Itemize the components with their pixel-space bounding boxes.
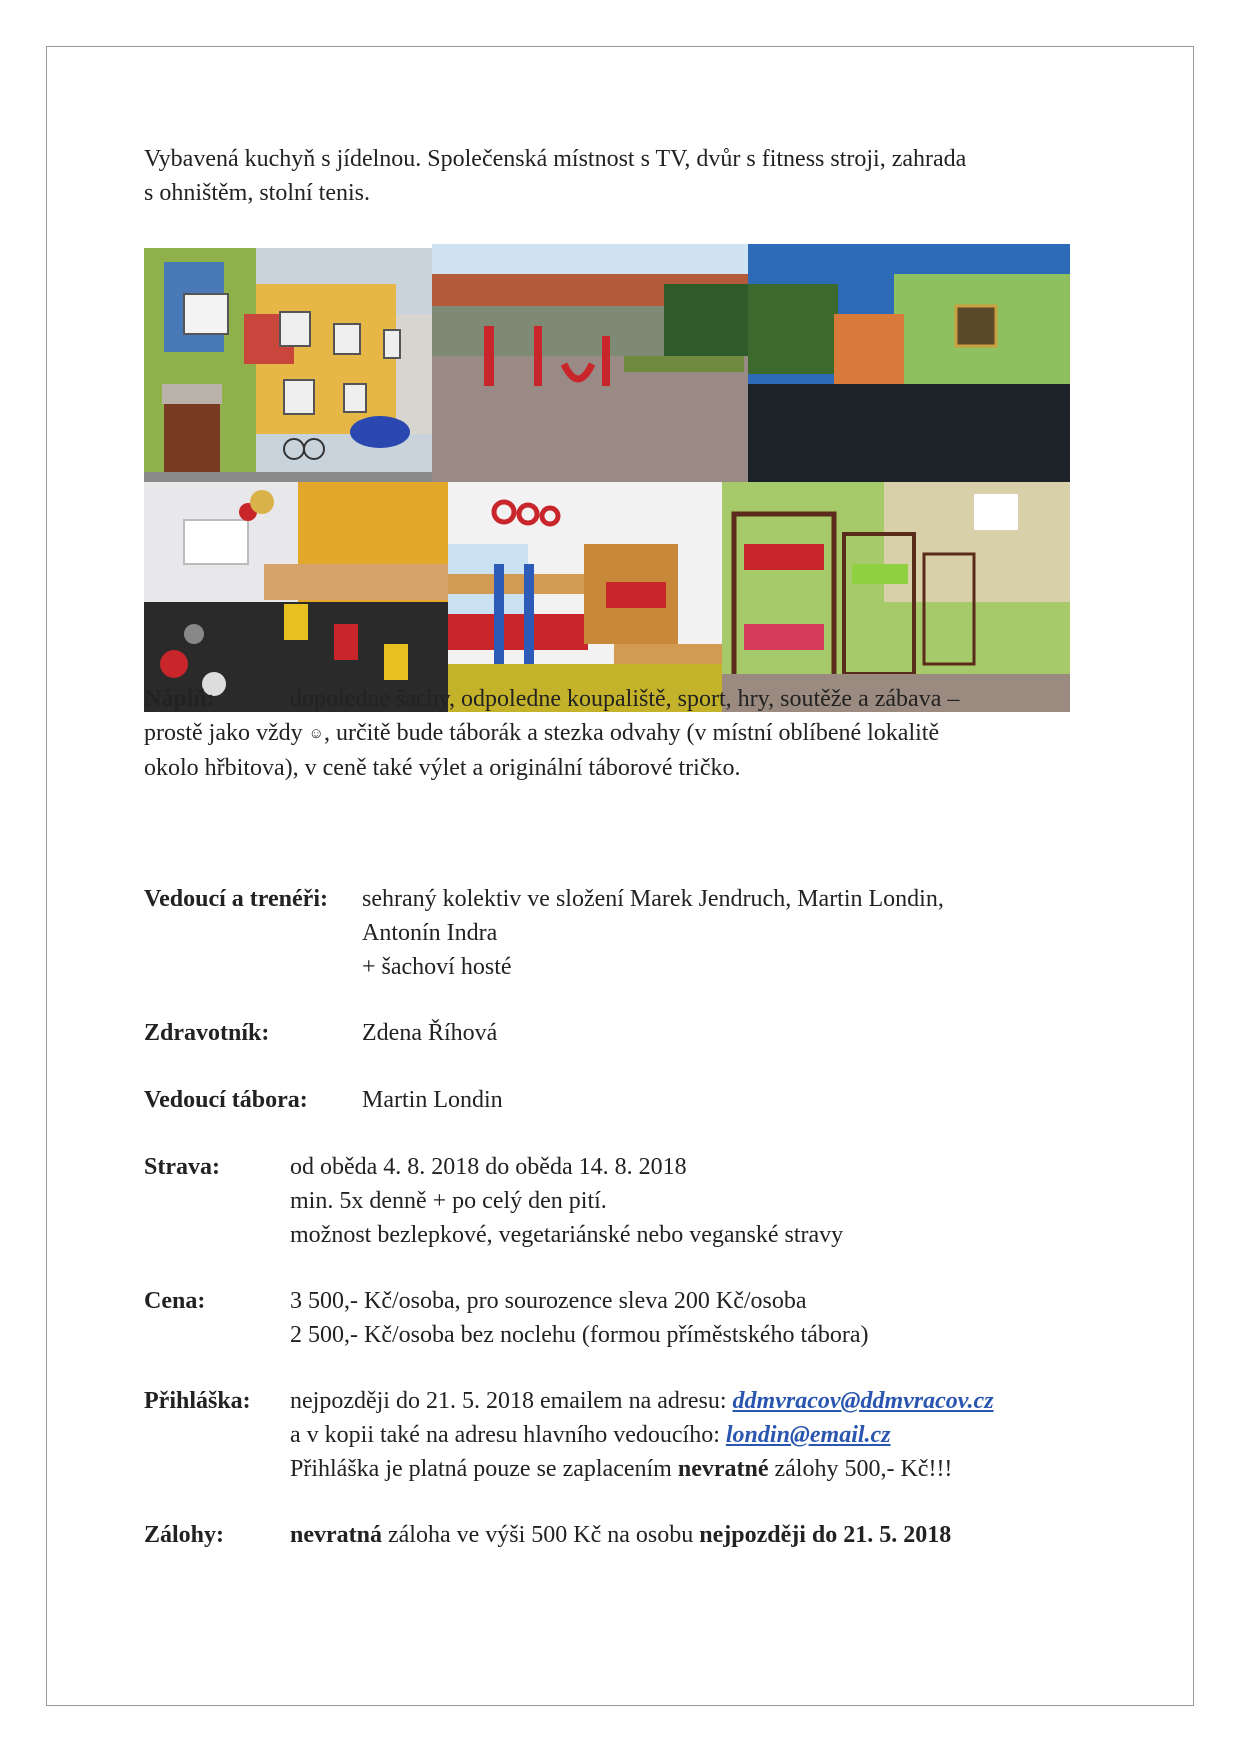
strava-value [290,1150,843,1252]
cena-line-1: 3 500,- Kč/osoba, pro sourozence sleva 200 Kč/osoba [290,1288,807,1314]
zalohy-nevratna: nevratná [290,1522,382,1548]
strava-line-3: možnost bezlepkové, vegetariánské nebo veganské stravy [290,1222,844,1248]
label-zdravotnik: Zdravotník: [144,1020,270,1046]
photo-building [144,248,432,482]
strava-line-2: min. 5x denně + po celý den pití. [290,1188,607,1214]
intro-line-1: Vybavená kuchyň s jídelnou. Společenská místnost s TV, dvůr s fitness stroji, zahrada [144,146,967,172]
zalohy-line [290,1518,951,1552]
prihlaska-line-3b: zálohy 500,- Kč!!! [768,1456,953,1482]
smiley-icon: ☺ [308,726,324,742]
zalohy-value [290,1518,951,1552]
zdravotnik-value: Zdena Říhová [362,1020,498,1046]
naplne-line-2 [144,716,1104,751]
prihlaska-line-1 [290,1384,994,1418]
label-zalohy: Zálohy: [144,1522,225,1548]
label-naplne: Náplň: [144,686,215,712]
label-cena: Cena: [144,1288,206,1314]
vedouci-line-3: + šachoví hosté [362,954,512,980]
vedouci-line-2: Antonín Indra [362,920,498,946]
prihlaska-nevratne: nevratné [677,1456,769,1482]
photo-fitness-yard [432,244,748,482]
prihlaska-line-2 [290,1418,994,1452]
zalohy-text: záloha ve výši 500 Kč na osobu [382,1522,700,1548]
vedouci-value [362,882,944,984]
cena-line-2: 2 500,- Kč/osoba bez noclehu (formou příměstského tábora) [290,1322,869,1348]
photo-green-building [748,244,1070,482]
label-prihlaska: Přihláška: [144,1388,251,1414]
photo-bunk-room-blue [448,482,722,712]
photo-gallery [144,244,1070,712]
photo-common-room [144,482,448,712]
intro-line-2: s ohništěm, stolní tenis. [144,180,371,206]
naplne-line-2a: prostě jako vždy [144,720,303,746]
naplne-line-2b: , určitě bude táborák a stezka odvahy (v místní oblíbené lokalitě [323,720,940,746]
email-link-ddm[interactable]: ddmvracov@ddmvracov.cz [732,1388,994,1414]
label-vedouci: Vedoucí a trenéři: [144,886,328,912]
prihlaska-line-3a: Přihláška je platná pouze se zaplacením [290,1456,678,1482]
naplne-line-1: dopoledne šachy, odpoledne koupaliště, sport, hry, soutěže a zábava – [290,686,960,712]
email-link-londin[interactable]: londin@email.cz [725,1422,891,1448]
label-strava: Strava: [144,1154,220,1180]
prihlaska-line-2-text: a v kopii také na adresu hlavního vedoucího: [290,1422,726,1448]
vedouci-line-1: sehraný kolektiv ve složení Marek Jendruch, Martin Londin, [362,886,944,912]
prihlaska-value [290,1384,994,1486]
naplne-text [144,682,1104,785]
section-naplne [144,682,1104,785]
prihlaska-line-1-text: nejpozději do 21. 5. 2018 emailem na adresu: [290,1388,733,1414]
vedouci-tabora-value: Martin Londin [362,1087,503,1113]
prihlaska-line-3 [290,1452,994,1486]
cena-value [290,1284,869,1352]
intro-paragraph [144,142,1104,210]
zalohy-deadline: nejpozději do 21. 5. 2018 [699,1522,952,1548]
photo-bunk-room-brown [722,482,1070,712]
strava-line-1: od oběda 4. 8. 2018 do oběda 14. 8. 2018 [290,1154,687,1180]
label-vedouci-tabora: Vedoucí tábora: [144,1087,308,1113]
naplne-line-3: okolo hřbitova), v ceně také výlet a originální táborové tričko. [144,755,741,781]
